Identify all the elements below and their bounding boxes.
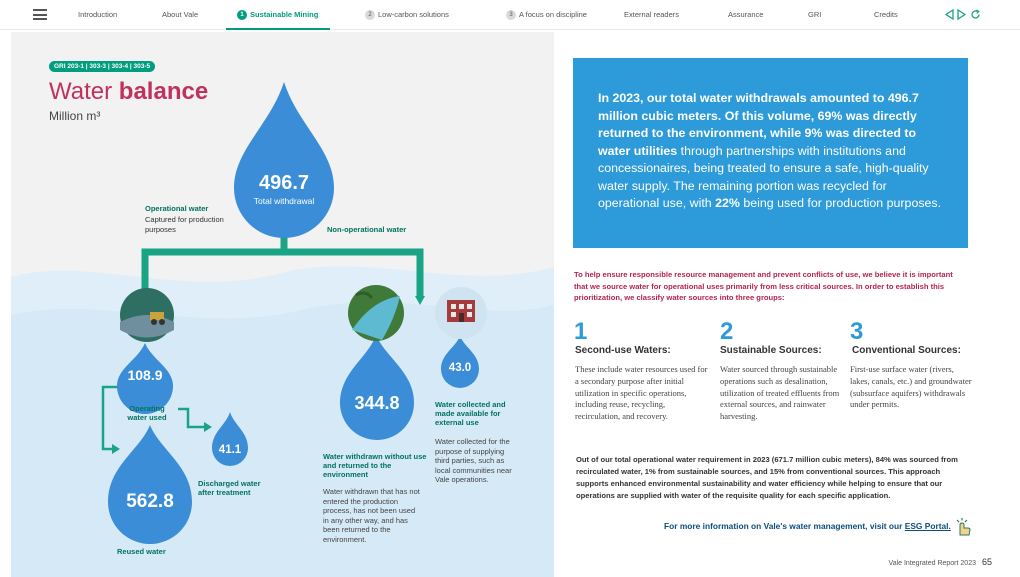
external-arrow-icon: [415, 296, 425, 305]
prev-page-icon[interactable]: [944, 9, 955, 20]
group-desc-second-use: These include water resources used for a secondary purpose after initial utilization in specific operations, including reuse, recycling, recirculation, and recovery.: [575, 364, 708, 422]
discharged-water-label: Discharged water after treatment: [198, 479, 261, 497]
operational-photo: [120, 288, 174, 342]
esg-portal-link[interactable]: ESG Portal.: [904, 521, 951, 531]
nav-low-carbon-solutions[interactable]: 2 Low-carbon solutions: [365, 0, 449, 30]
discharged-water-value: 41.1: [218, 444, 242, 456]
group-title-sustainable: Sustainable Sources:: [720, 345, 822, 356]
operational-water-title: Operational water: [145, 204, 209, 213]
more-info-line: For more information on Vale's water management, visit our ESG Portal.: [664, 521, 951, 531]
not-used-water-title: Water withdrawn without use and returned to the environment: [323, 452, 427, 479]
non-operational-water-title: Non-operational water: [327, 225, 407, 234]
nav-introduction[interactable]: Introduction: [78, 10, 118, 19]
group-number: 3: [850, 318, 864, 345]
report-name: Vale Integrated Report 2023: [888, 560, 976, 567]
not-used-water-desc: Water withdrawn that has not entered the production process, has not been used in any other way, and has been returned to the environment.: [323, 487, 420, 544]
group-desc-conventional: First-use surface water (rivers, lakes, canals, etc.) and groundwater (subsurface aquifers) withdrawals under permits.: [850, 364, 972, 410]
group-number: 1: [574, 318, 588, 345]
not-used-water-value: 344.8: [354, 393, 400, 413]
operational-water-desc: Captured for production purposes: [145, 215, 224, 234]
group-desc-sustainable: Water sourced through sustainable operations such as desalination, utilization of treated effluents from external sources, and rainwater harvesting.: [720, 364, 840, 422]
nav-gri[interactable]: GRI: [808, 10, 822, 19]
next-page-icon[interactable]: [956, 9, 967, 20]
discharge-arrow-icon: [204, 422, 212, 432]
nav-chapter-number: 3: [506, 10, 516, 20]
external-use-title: Water collected and made available for external use: [435, 400, 506, 427]
river-photo: [348, 285, 404, 341]
nav-external-readers[interactable]: External readers: [624, 10, 680, 19]
external-use-desc: Water collected for the purpose of supplying third parties, such as local communities near Vale operations.: [435, 437, 512, 484]
nav-sustainable-mining[interactable]: 1 Sustainable Mining: [237, 0, 318, 30]
page-number: 65: [981, 557, 992, 567]
click-hand-icon[interactable]: [953, 517, 973, 537]
nav-about-vale[interactable]: About Vale: [162, 10, 199, 19]
total-withdrawal-value: 496.7: [258, 172, 310, 194]
page-footer: [889, 557, 992, 567]
summary-text: In 2023, our total water withdrawals amounted to 496.7 million cubic meters. Of this volume, 69% was directly returned to the environment, while 9% was directed to water utilities through partnerships with institutions and concessionaires, being treated to ensure a safe, high-quality water supply. The remaining portion was recycled for operational use, with 22% being used for production purposes.: [598, 91, 942, 210]
nav-focus-on-discipline[interactable]: 3 A focus on discipline: [506, 0, 587, 30]
total-withdrawal-drop: [234, 82, 334, 238]
nav-assurance[interactable]: Assurance: [728, 10, 764, 19]
reuse-loop-line: [103, 387, 118, 449]
reused-water-value: 562.8: [126, 491, 174, 512]
reused-water-drop: [108, 425, 192, 544]
classification-intro: To help ensure responsible resource management and prevent conflicts of use, we believe it is important that we source water for operational uses primarily from less critical sources. In order to establish this prioritization, we classify water sources into three groups:: [574, 270, 953, 302]
reuse-arrow-icon: [112, 444, 120, 454]
group-title-second-use: Second-use Waters:: [575, 345, 671, 356]
discharged-water-drop: [212, 412, 248, 466]
water-used-label: Operating water used: [127, 404, 167, 422]
external-use-value: 43.0: [448, 362, 472, 374]
unit-label: Million m³: [49, 109, 101, 123]
page-title: Water balance: [49, 78, 209, 105]
nav-chapter-number: 1: [237, 10, 247, 20]
gri-tag: GRI 203-1 | 303-3 | 303-4 | 303-5: [49, 61, 155, 72]
nav-credits[interactable]: Credits: [874, 10, 898, 19]
total-withdrawal-label: Total withdrawal: [253, 196, 315, 206]
not-used-water-drop: [340, 335, 414, 440]
operational-requirement-text: Out of our total operational water requirement in 2023 (671.7 million cubic meters), 84% was sourced from recirculated water, 1% from sustainable sources, and 15% from conventional sources. This approach supports enhanced environmental sustainability and water efficiency while helping to ensure that our operations are supplied with water of the requisite quality for each specific application.: [576, 455, 958, 500]
group-number: 2: [720, 318, 734, 345]
discharge-line: [178, 409, 205, 427]
water-used-value: 108.9: [127, 367, 163, 383]
reused-water-label: Reused water: [117, 547, 166, 556]
refresh-icon[interactable]: [970, 9, 981, 20]
group-title-conventional: Conventional Sources:: [852, 345, 961, 356]
nav-chapter-number: 2: [365, 10, 375, 20]
building-photo: [435, 287, 487, 339]
